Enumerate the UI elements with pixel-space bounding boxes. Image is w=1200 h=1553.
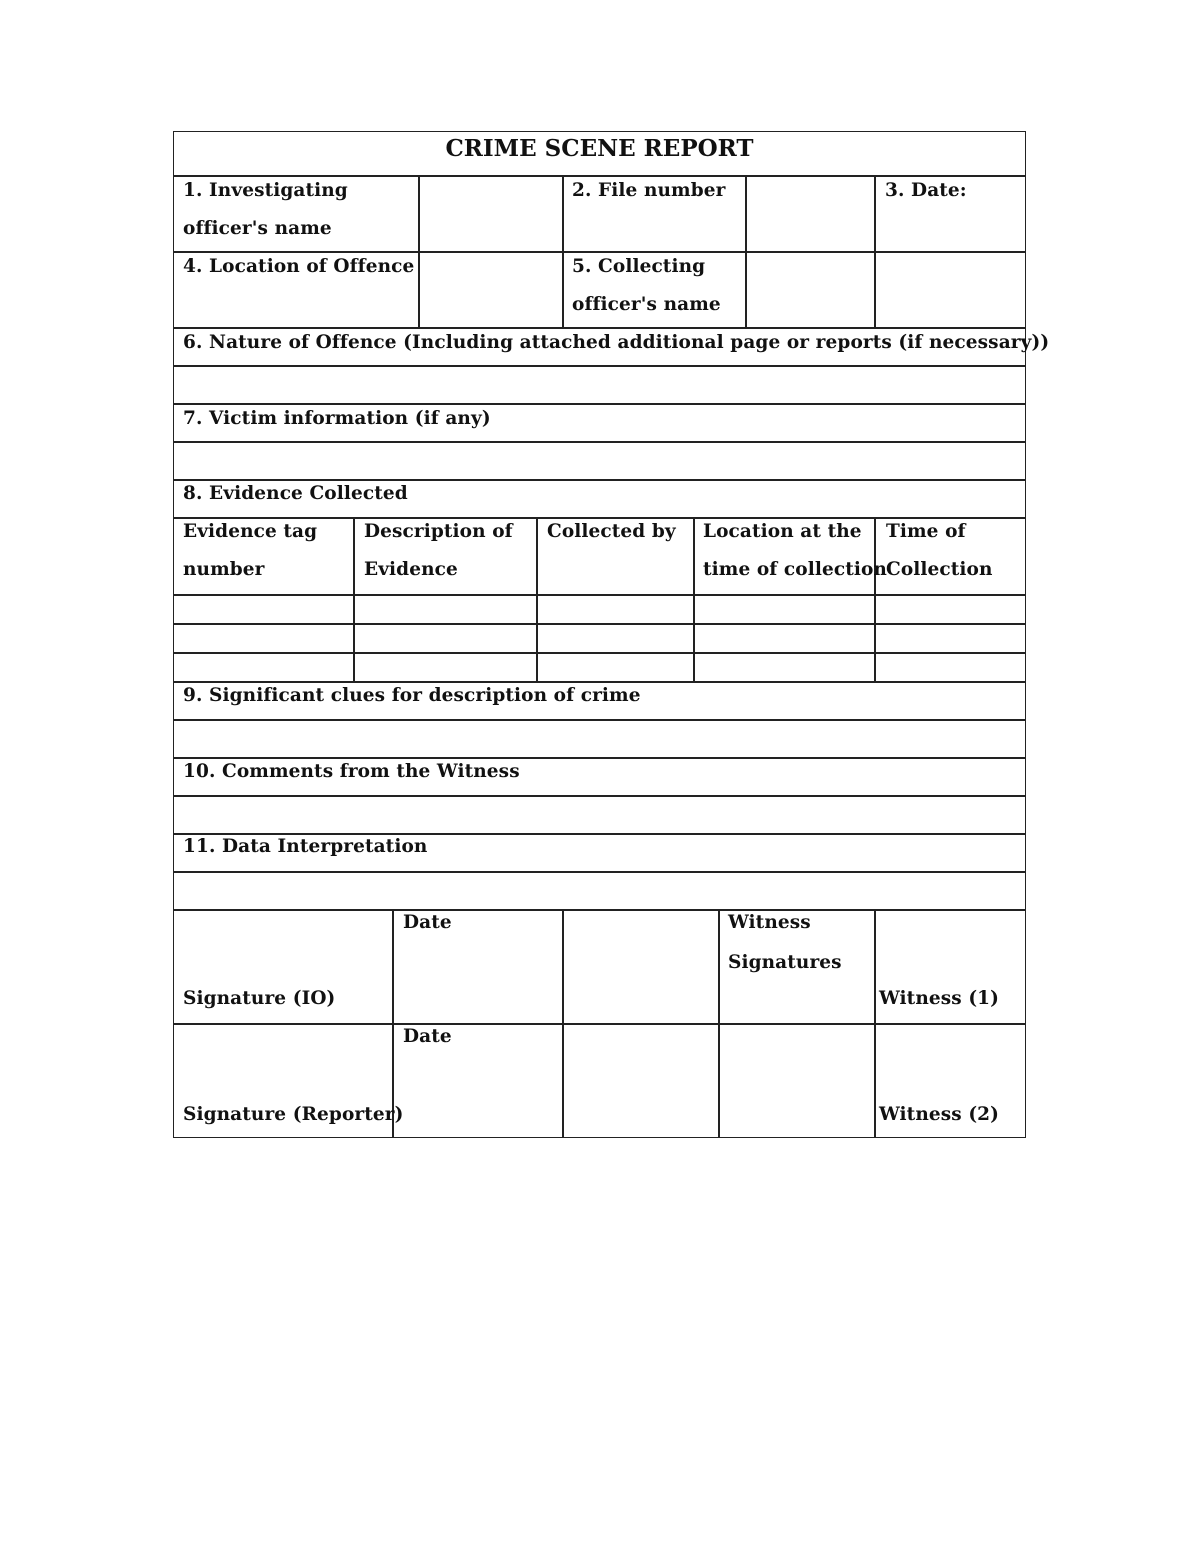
- signature-reporter-label: Signature (Reporter): [183, 1104, 404, 1125]
- evidence-col-header: Collected by: [547, 521, 676, 542]
- evidence-col-header: Description of: [364, 521, 513, 542]
- witness-comments-label: 10. Comments from the Witness: [183, 761, 520, 782]
- io-signature-date-field[interactable]: [564, 911, 717, 1022]
- evidence-col-header: Time of: [886, 521, 966, 542]
- date-label-reporter: Date: [403, 1026, 452, 1047]
- evidence-col-header: Evidence tag: [183, 521, 318, 542]
- investigating-officer-label-cont: officer's name: [183, 218, 332, 239]
- evidence-col-header-cont: time of collection: [703, 559, 887, 580]
- collecting-officer-field[interactable]: [747, 253, 873, 326]
- victim-information-field[interactable]: [175, 443, 1024, 478]
- victim-information-label: 7. Victim information (if any): [183, 408, 491, 429]
- witness-signatures-label-cont: Signatures: [728, 952, 842, 973]
- collecting-officer-label-cont: officer's name: [572, 294, 721, 315]
- witness-2-signature-field[interactable]: [720, 1025, 873, 1136]
- data-interpretation-label: 11. Data Interpretation: [183, 836, 428, 857]
- file-number-field[interactable]: [747, 177, 873, 250]
- location-of-offence-field[interactable]: [420, 253, 561, 326]
- nature-of-offence-field[interactable]: [175, 367, 1024, 402]
- data-interpretation-field[interactable]: [175, 873, 1024, 908]
- significant-clues-field[interactable]: [175, 721, 1024, 756]
- witness-1-label: Witness (1): [879, 988, 999, 1009]
- investigating-officer-label: 1. Investigating: [183, 180, 348, 201]
- reporter-signature-date-field[interactable]: [564, 1025, 717, 1136]
- witness-comments-field[interactable]: [175, 797, 1024, 832]
- investigating-officer-field[interactable]: [420, 177, 561, 250]
- witness-2-label: Witness (2): [879, 1104, 999, 1125]
- evidence-col-header-cont: Collection: [886, 559, 993, 580]
- signature-io-label: Signature (IO): [183, 988, 336, 1009]
- evidence-col-header-cont: Evidence: [364, 559, 458, 580]
- significant-clues-label: 9. Significant clues for description of crime: [183, 685, 641, 706]
- report-title: CRIME SCENE REPORT: [445, 135, 754, 162]
- file-number-label: 2. File number: [572, 180, 726, 201]
- collecting-officer-label: 5. Collecting: [572, 256, 706, 277]
- evidence-row[interactable]: [175, 596, 1024, 622]
- evidence-collected-label: 8. Evidence Collected: [183, 483, 408, 504]
- location-of-offence-label: 4. Location of Offence: [183, 256, 415, 277]
- col-divider: [562, 175, 564, 327]
- nature-of-offence-label: 6. Nature of Offence (Including attached additional page or reports (if necessary)): [183, 332, 1050, 353]
- evidence-col-header: Location at the: [703, 521, 862, 542]
- date-label-io: Date: [403, 912, 452, 933]
- evidence-col-header-cont: number: [183, 559, 265, 580]
- col-divider: [874, 909, 876, 1138]
- witness-signatures-label: Witness: [728, 912, 811, 933]
- collecting-officer-extra-field[interactable]: [876, 253, 1024, 326]
- evidence-row[interactable]: [175, 625, 1024, 651]
- date-label: 3. Date:: [885, 180, 967, 201]
